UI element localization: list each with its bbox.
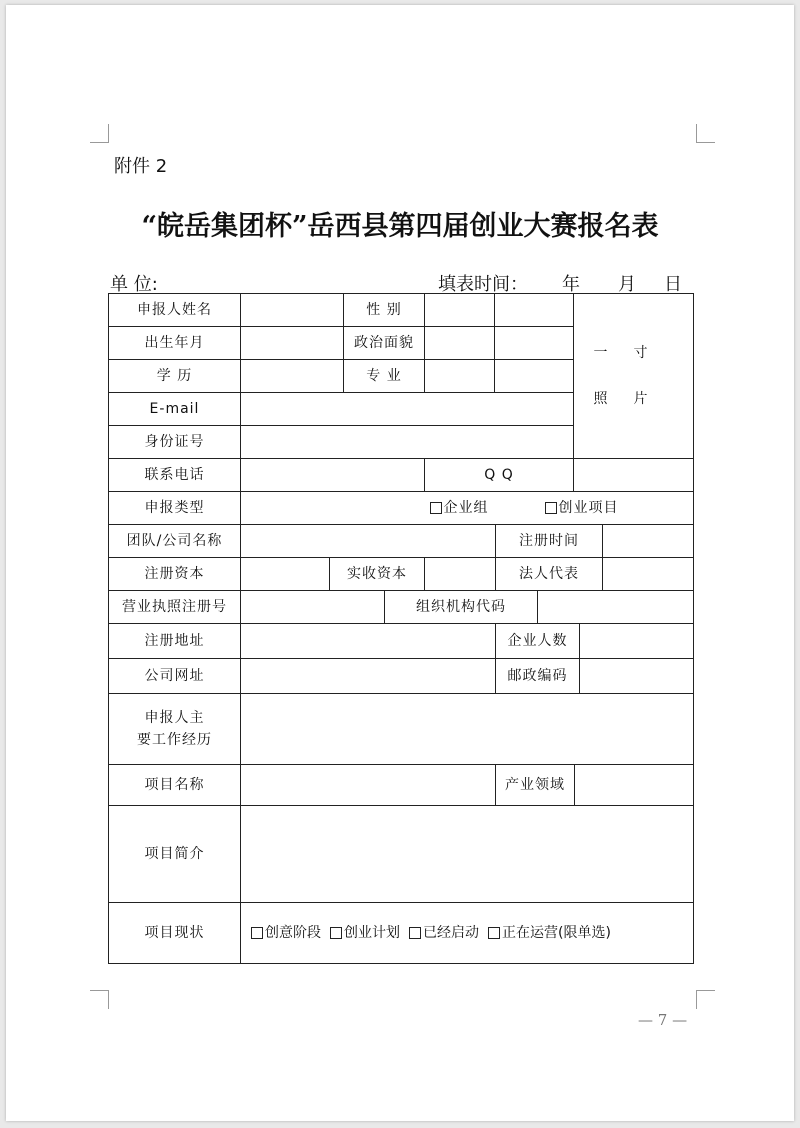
page-title: “皖岳集团杯”岳西县第四届创业大赛报名表 [141,211,659,242]
project-status-options [241,903,693,963]
label-birth: 出生年月 [109,327,241,360]
crop-mark [696,990,715,1009]
input-phone[interactable] [241,459,425,492]
label-postcode: 邮政编码 [496,659,580,694]
checkbox-company[interactable] [430,497,489,519]
input-postcode[interactable] [580,659,693,694]
crop-mark [90,124,109,143]
input-extra-2[interactable] [495,327,574,360]
label-qq: Q Q [425,459,574,492]
status-idea-label: 创意阶段 [265,924,321,941]
input-email[interactable] [241,393,574,426]
checkbox-icon [430,502,442,514]
input-birth[interactable] [241,327,344,360]
input-staff-count[interactable] [580,624,693,659]
label-staff-count: 企业人数 [496,624,580,659]
year-label: 年 [562,274,580,295]
label-org-code: 组织机构代码 [385,591,538,624]
label-political: 政治面貌 [344,327,425,360]
input-project-name[interactable] [241,765,496,806]
input-id-number[interactable] [241,426,574,459]
option-project-label: 创业项目 [558,499,619,516]
status-started-label: 已经启动 [423,924,479,941]
input-education[interactable] [241,360,344,393]
document-page [6,5,794,1121]
input-team-name[interactable] [241,525,496,558]
checkbox-icon [251,927,263,939]
input-reg-address[interactable] [241,624,496,659]
crop-mark [90,990,109,1009]
input-applicant-name[interactable] [241,294,344,327]
checkbox-icon [409,927,421,939]
input-qq[interactable] [574,459,693,492]
unit-label: 单 位: [110,274,158,295]
label-paid-capital: 实收资本 [330,558,425,591]
day-label: 日 [664,274,682,295]
input-legal-rep[interactable] [603,558,693,591]
label-reg-capital: 注册资本 [109,558,241,591]
label-website: 公司网址 [109,659,241,694]
crop-mark [696,124,715,143]
photo-box [574,294,693,459]
label-project-status: 项目现状 [109,903,241,963]
input-org-code[interactable] [538,591,693,624]
label-education: 学 历 [109,360,241,393]
photo-label-2: 照片 [593,391,674,407]
checkbox-status-operating[interactable] [488,922,611,944]
input-major[interactable] [425,360,495,393]
label-experience-line2: 要工作经历 [137,732,212,748]
label-experience [109,694,241,765]
label-id-number: 身份证号 [109,426,241,459]
input-paid-capital[interactable] [425,558,496,591]
input-reg-time[interactable] [603,525,693,558]
label-gender: 性 别 [344,294,425,327]
input-political[interactable] [425,327,495,360]
label-reg-time: 注册时间 [496,525,603,558]
input-extra-3[interactable] [495,360,574,393]
month-label: 月 [618,274,636,295]
input-experience[interactable] [241,694,693,765]
label-reg-address: 注册地址 [109,624,241,659]
checkbox-status-plan[interactable] [330,922,400,944]
input-project-intro[interactable] [241,806,693,903]
label-project-intro: 项目简介 [109,806,241,903]
input-license-no[interactable] [241,591,385,624]
checkbox-icon [330,927,342,939]
input-extra-1[interactable] [495,294,574,327]
photo-label-1: 一寸 [593,344,674,361]
status-operating-label: 正在运营(限单选) [502,924,611,941]
label-applicant-name: 申报人姓名 [109,294,241,327]
label-declare-type: 申报类型 [109,492,241,525]
checkbox-status-idea[interactable] [251,922,321,944]
label-phone: 联系电话 [109,459,241,492]
checkbox-project[interactable] [545,497,619,519]
label-email: E-mail [109,393,241,426]
label-industry: 产业领域 [496,765,575,806]
label-project-name: 项目名称 [109,765,241,806]
checkbox-status-started[interactable] [409,922,479,944]
input-industry[interactable] [575,765,693,806]
label-legal-rep: 法人代表 [496,558,603,591]
date-label: 填表时间： [438,274,528,295]
status-plan-label: 创业计划 [344,924,400,941]
input-reg-capital[interactable] [241,558,330,591]
checkbox-icon [488,927,500,939]
declare-type-options [241,492,693,525]
registration-form [108,293,694,964]
label-experience-line1: 申报人主 [144,709,205,726]
option-company-label: 企业组 [443,499,489,516]
label-major: 专 业 [344,360,425,393]
checkbox-icon [545,502,557,514]
label-team-name: 团队/公司名称 [109,525,241,558]
attachment-label: 附件 2 [114,156,168,177]
page-number: — 7 — [638,1011,688,1029]
input-gender[interactable] [425,294,495,327]
label-license-no: 营业执照注册号 [109,591,241,624]
input-website[interactable] [241,659,496,694]
